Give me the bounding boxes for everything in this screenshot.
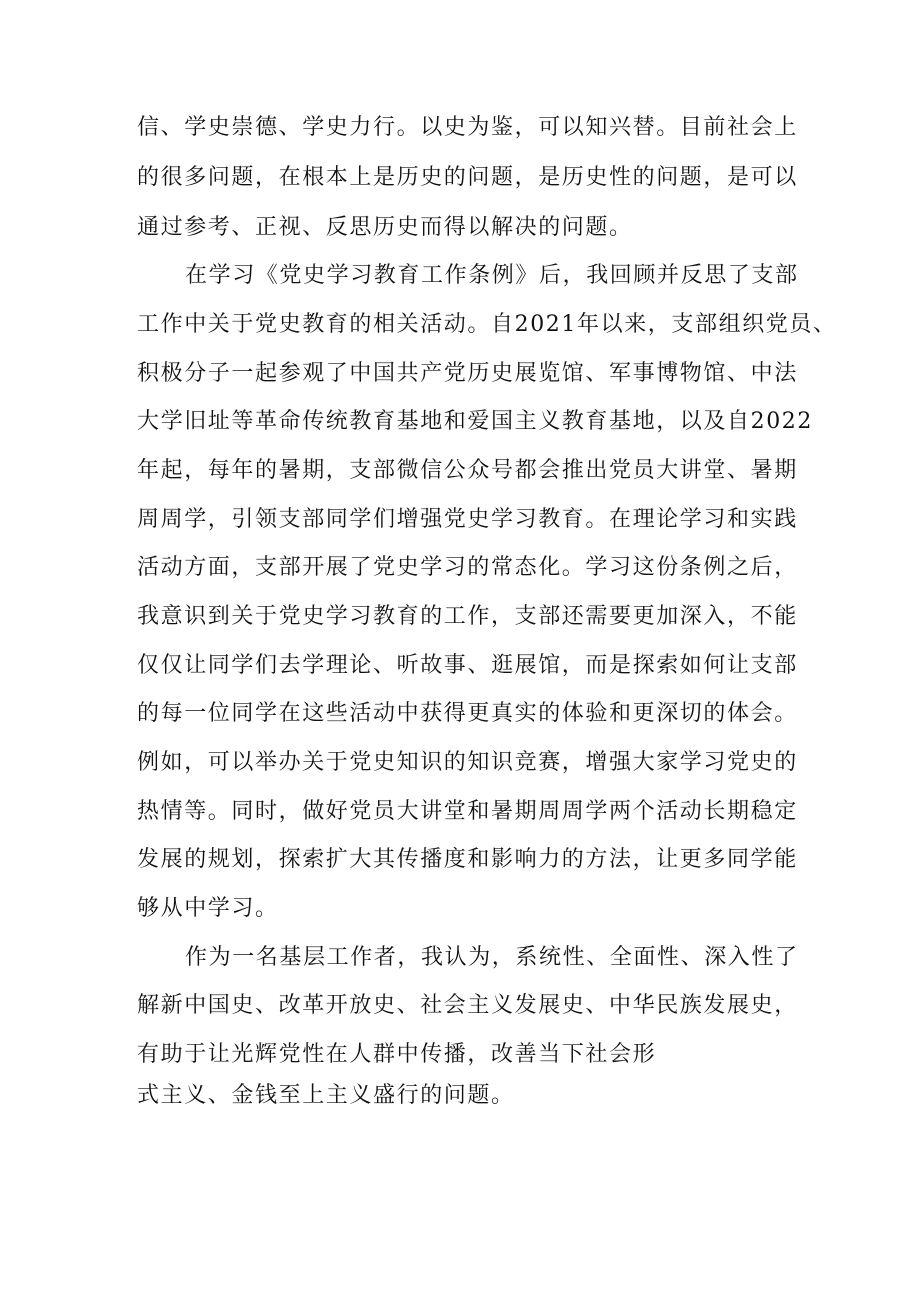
text-line: 式主义、金钱至上主义盛行的问题。 <box>137 1083 515 1108</box>
text-line: 年起，每年的暑期，支部微信公众号都会推出党员大讲堂、暑期 <box>137 458 798 483</box>
text-line: 热情等。同时，做好党员大讲堂和暑期周周学两个活动长期稳定 <box>137 799 798 824</box>
text-line: 活动方面，支部开展了党史学习的常态化。学习这份条例之后， <box>137 555 798 580</box>
text-line: 积极分子一起参观了中国共产党历史展览馆、军事博物馆、中法 <box>137 361 798 386</box>
text-line: 的每一位同学在这些活动中获得更真实的体验和更深切的体会。 <box>137 701 798 726</box>
text-line: 工作中关于党史教育的相关活动。自2021年以来，支部组织党员、 <box>137 312 837 337</box>
text-line: 例如，可以举办关于党史知识的知识竞赛，增强大家学习党史的 <box>137 750 798 775</box>
text-line: 仅仅让同学们去学理论、听故事、逛展馆，而是探索如何让支部 <box>137 653 798 678</box>
text-line: 通过参考、正视、反思历史而得以解决的问题。 <box>137 215 633 240</box>
text-line: 够从中学习。 <box>137 896 279 921</box>
text-line: 我意识到关于党史学习教育的工作，支部还需要更加深入，不能 <box>137 604 798 629</box>
text-line: 大学旧址等革命传统教育基地和爱国主义教育基地，以及自2022 <box>137 409 813 434</box>
text-line: 发展的规划，探索扩大其传播度和影响力的方法，让更多同学能 <box>137 847 798 872</box>
text-line: 有助于让光辉党性在人群中传播，改善当下社会形 <box>137 1042 657 1067</box>
text-line: 的很多问题，在根本上是历史的问题，是历史性的问题，是可以 <box>137 165 798 190</box>
text-line: 信、学史崇德、学史力行。以史为鉴，可以知兴替。目前社会上 <box>137 115 798 140</box>
text-line: 周周学，引领支部同学们增强党史学习教育。在理论学习和实践 <box>137 507 798 532</box>
paragraph-start-line: 在学习《党史学习教育工作条例》后，我回顾并反思了支部 <box>185 263 799 288</box>
paragraph-start-line: 作为一名基层工作者，我认为，系统性、全面性、深入性了 <box>185 945 799 970</box>
text-line: 解新中国史、改革开放史、社会主义发展史、中华民族发展史， <box>137 993 798 1018</box>
